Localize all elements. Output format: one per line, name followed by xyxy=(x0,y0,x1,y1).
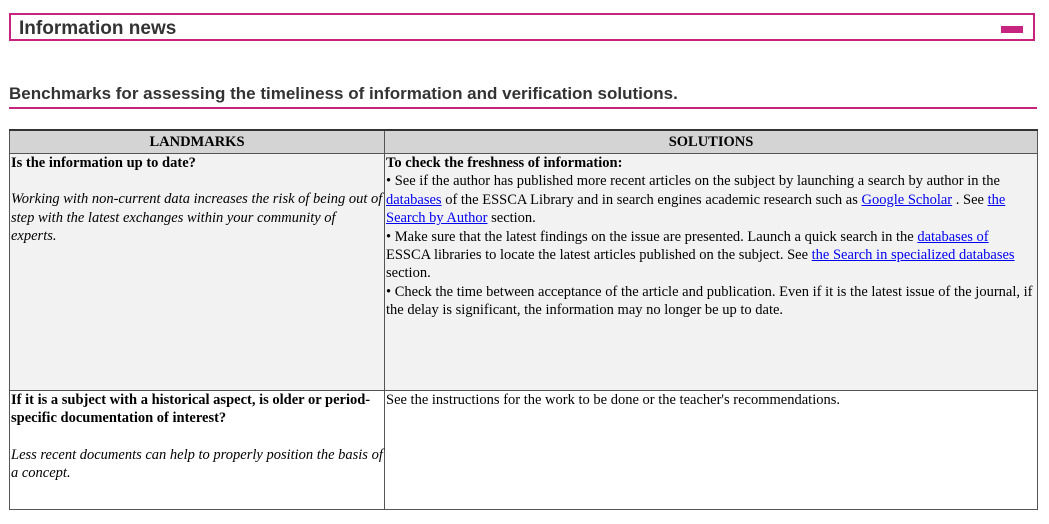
landmark-question: Is the information up to date? xyxy=(11,155,196,171)
subtitle-divider xyxy=(9,107,1037,109)
databases-link[interactable]: databases xyxy=(386,191,442,208)
bullet-text: ESSCA libraries to locate the latest articles published on the subject. See xyxy=(386,247,812,264)
databases-of-link[interactable]: databases of xyxy=(917,228,989,245)
landmark-cell xyxy=(10,391,385,510)
solution-bullet-3: • Check the time between acceptance of the article and publication. Even if it is the latest issue of the journal, if the delay is significant, the information may no longer be up to date. xyxy=(386,283,1033,319)
information-news-panel-header xyxy=(9,13,1035,41)
search-specialized-databases-link[interactable]: the Search in specialized databases xyxy=(811,247,1015,264)
table-row xyxy=(10,391,1038,510)
landmark-cell xyxy=(10,154,385,391)
panel-title: Information news xyxy=(19,18,177,39)
search-by-author-link[interactable]: the Search by Author xyxy=(386,191,1006,227)
table-row xyxy=(10,154,1038,391)
landmark-note: Working with non-current data increases the risk of being out of step with the latest exchanges within your community of experts. xyxy=(11,191,383,245)
solution-title: To check the freshness of information: xyxy=(386,155,623,171)
collapse-minus-icon[interactable] xyxy=(1001,26,1023,33)
page-subtitle: Benchmarks for assessing the timeliness of information and verification solutions. xyxy=(9,84,678,103)
solution-bullet-2 xyxy=(386,228,1036,283)
solution-bullet-1 xyxy=(386,172,1036,227)
bullet-text: . See xyxy=(952,191,988,208)
bullet-text: • Make sure that the latest findings on the issue are presented. Launch a quick search in the xyxy=(386,228,918,245)
header-solutions: SOLUTIONS xyxy=(385,130,1038,154)
header-landmarks: LANDMARKS xyxy=(10,130,385,154)
bullet-text: of the ESSCA Library and in search engines academic research such as xyxy=(441,191,862,208)
bullet-text: section. xyxy=(487,210,536,227)
table-header-row xyxy=(10,130,1038,154)
solution-cell xyxy=(385,154,1038,391)
landmark-note: Less recent documents can help to properly position the basis of a concept. xyxy=(11,446,383,482)
benchmarks-table xyxy=(9,129,1038,510)
google-scholar-link[interactable]: Google Scholar xyxy=(861,191,953,208)
bullet-text: section. xyxy=(386,265,431,282)
landmark-question: If it is a subject with a historical aspect, is older or period-specific documentation of interest? xyxy=(11,392,371,427)
bullet-text: • See if the author has published more recent articles on the subject by launching a search by author in the xyxy=(386,173,1000,190)
solution-cell: See the instructions for the work to be done or the teacher's recommendations. xyxy=(385,391,1038,510)
